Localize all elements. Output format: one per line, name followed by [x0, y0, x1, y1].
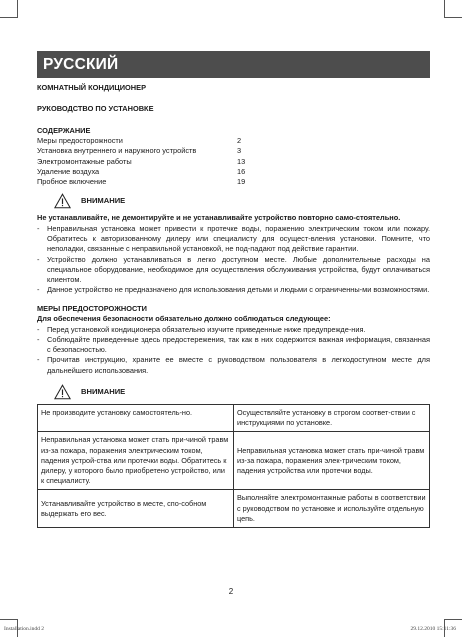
precautions-list: [37, 325, 430, 376]
toc-row[interactable]: [37, 136, 430, 146]
toc-page: 2: [237, 136, 242, 146]
list-item: - Устройство должно устанавливаться в легко доступном месте. Любые дополнительные расходы на специальное оборудование, необходимое для осуществления обслуживания устройства, будут оплачиваться клиентом.: [37, 255, 430, 286]
warning-intro: Не устанавливайте, не демонтируйте и не устанавливайте устройство повторно само-стоятельно.: [37, 213, 401, 223]
table-cell: Выполняйте электромонтажные работы в соответствии с руководством по установке и используйте отдельную цепь.: [234, 490, 430, 528]
toc-page: 16: [237, 166, 246, 176]
list-item: - Данное устройство не предназначено для использования детьми и людьми с ограниченны-ми возможностями.: [37, 285, 430, 295]
toc-page: 3: [237, 146, 242, 156]
toc-label: Меры предосторожности: [37, 136, 123, 146]
crop-mark: [444, 0, 445, 18]
list-item: - Соблюдайте приведенные здесь предостережения, так как в них содержится важная информация, связанная с безопасностью.: [37, 335, 430, 356]
toc-row[interactable]: [37, 146, 430, 156]
toc-row[interactable]: [37, 157, 430, 167]
list-item: - Перед установкой кондиционера обязательно изучите приведенные ниже предупрежде-ния.: [37, 325, 430, 335]
table-cell: Неправильная установка может стать при-чиной травм из-за пожара, поражения электрическим током, падения устрой-ства или протечки воды. Обратитесь к дилеру, у которого было приобретено устройство, или к специалисту.: [38, 432, 234, 490]
table-row: [38, 405, 430, 432]
toc-label: Установка внутреннего и наружного устройств: [37, 146, 197, 156]
toc-page: 13: [237, 156, 246, 166]
precautions-subheading: Для обеспечения безопасности обязательно должно соблюдаться следующее:: [37, 314, 331, 324]
language-banner: РУССКИЙ: [37, 51, 430, 78]
page-content: [37, 83, 430, 528]
toc-page: 19: [237, 177, 246, 187]
list-item: - Неправильная установка может привести к протечке воды, поражению электрическим током или пожару. Обратитесь к авторизованному дилеру или специалисту для осущест-вления установки. Помните, что неполадки, связанные с неправильной установкой, не под-падают под действие гарантии.: [37, 224, 430, 255]
toc-label: Электромонтажные работы: [37, 156, 132, 166]
warning-triangle-icon: [54, 384, 71, 400]
crop-mark: [0, 619, 18, 620]
toc-row[interactable]: [37, 177, 430, 187]
footer-file: Installation.indd 2: [4, 626, 45, 632]
toc-label: Пробное включение: [37, 177, 107, 187]
crop-mark: [444, 17, 462, 18]
list-item: - Прочитав инструкцию, храните ее вместе с руководством пользователя в легкодоступном месте для дальнейшего использования.: [37, 355, 430, 376]
precautions-heading: МЕРЫ ПРЕДОСТОРОЖНОСТИ: [37, 303, 147, 313]
table-cell: Осуществляйте установку в строгом соответ-ствии с инструкциями по установке.: [234, 405, 430, 432]
manual-title: РУКОВОДСТВО ПО УСТАНОВКЕ: [37, 104, 154, 114]
table-row: [38, 432, 430, 490]
warning-table: [37, 404, 430, 528]
table-cell: Неправильная установка может стать при-чиной травм из-за пожара, поражения элек-трическим током, падения устройства или протечки воды.: [234, 432, 430, 490]
contents-heading: СОДЕРЖАНИЕ: [37, 125, 91, 135]
table-of-contents: [37, 136, 430, 187]
toc-row[interactable]: [37, 167, 430, 177]
crop-mark: [444, 619, 462, 620]
product-title: КОМНАТНЫЙ КОНДИЦИОНЕР: [37, 83, 147, 92]
crop-mark: [17, 0, 18, 18]
toc-label: Удаление воздуха: [37, 166, 100, 176]
warning-header: [54, 191, 430, 210]
table-cell: Устанавливайте устройство в месте, спо-собном выдержать его вес.: [38, 490, 234, 528]
table-cell: Не производите установку самостоятель-но.: [38, 405, 234, 432]
warning-label: ВНИМАНИЕ: [81, 387, 126, 397]
page-number: 2: [228, 587, 234, 596]
table-row: [38, 490, 430, 528]
warning-triangle-icon: [54, 193, 71, 209]
warning-header: [54, 382, 430, 401]
footer-date: 29.12.2010 15:11:36: [410, 626, 456, 632]
warning-list: [37, 224, 430, 296]
warning-label: ВНИМАНИЕ: [81, 196, 126, 206]
crop-mark: [0, 17, 18, 18]
